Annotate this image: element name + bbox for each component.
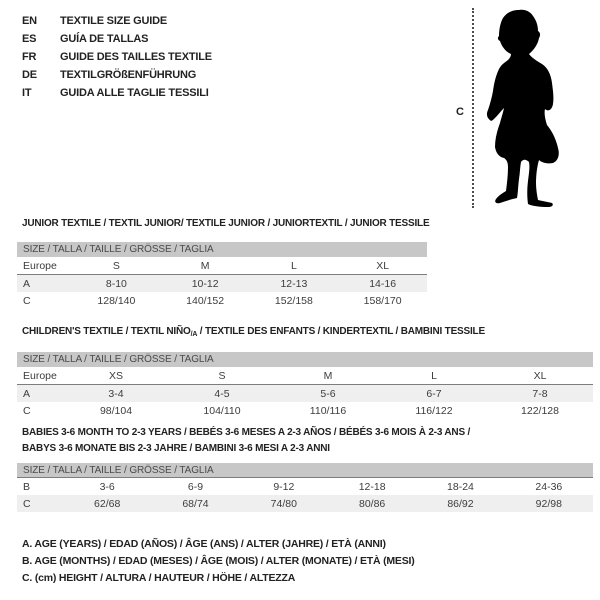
height-measure-label: C bbox=[456, 106, 464, 118]
title-subscript: /A bbox=[190, 331, 198, 338]
cell-value: 92/98 bbox=[535, 497, 562, 510]
size-bar-children: SIZE / TALLA / TAILLE / GRÖSSE / TAGLIA bbox=[17, 352, 593, 367]
cell-value: 116/122 bbox=[415, 404, 453, 417]
size-bar-junior: SIZE / TALLA / TAILLE / GRÖSSE / TAGLIA bbox=[17, 242, 427, 257]
row-label: A bbox=[23, 277, 31, 290]
col-header-size: M bbox=[323, 369, 333, 382]
children-size-table bbox=[17, 352, 593, 419]
cell-value: 80/86 bbox=[359, 497, 386, 510]
col-header-size: XS bbox=[108, 369, 123, 382]
table-header-row bbox=[17, 367, 593, 385]
legend-height-cm: C. (cm) HEIGHT / ALTURA / HAUTEUR / HÖHE / ALTEZZA bbox=[22, 572, 296, 584]
cell-value: 8-10 bbox=[105, 277, 127, 290]
table-row-months bbox=[17, 478, 593, 495]
section-title-children bbox=[22, 324, 485, 343]
lang-code-en: EN bbox=[22, 15, 37, 27]
cell-value: 5-6 bbox=[320, 387, 336, 400]
title-text: / TEXTILE DES ENFANTS / KINDERTEXTIL / BAMBINI TESSILE bbox=[197, 326, 485, 337]
lang-title-it: GUIDA ALLE TAGLIE TESSILI bbox=[60, 87, 209, 99]
lang-row-de bbox=[22, 66, 212, 84]
lang-code-fr: FR bbox=[22, 51, 37, 63]
cell-value: 86/92 bbox=[447, 497, 474, 510]
col-header-size: S bbox=[218, 369, 226, 382]
table-row-height bbox=[17, 402, 593, 419]
table-row-height bbox=[17, 495, 593, 512]
row-label: C bbox=[23, 497, 31, 510]
toddler-silhouette-icon bbox=[482, 7, 574, 209]
size-bar-babies: SIZE / TALLA / TAILLE / GRÖSSE / TAGLIA bbox=[17, 463, 593, 478]
table-row-age bbox=[17, 275, 427, 293]
lang-title-fr: GUIDE DES TAILLES TEXTILE bbox=[60, 51, 212, 63]
babies-size-table bbox=[17, 463, 593, 512]
language-title-block bbox=[22, 12, 212, 102]
cell-value: 9-12 bbox=[273, 480, 295, 493]
col-header-region: Europe bbox=[23, 259, 57, 272]
cell-value: 12-18 bbox=[358, 480, 386, 493]
lang-title-es: GUÍA DE TALLAS bbox=[60, 33, 149, 45]
table-header-row bbox=[17, 257, 427, 275]
lang-code-it: IT bbox=[22, 87, 32, 99]
cell-value: 158/170 bbox=[363, 294, 402, 307]
lang-row-en bbox=[22, 12, 212, 30]
cell-value: 7-8 bbox=[532, 387, 548, 400]
height-dotted-line bbox=[472, 8, 474, 208]
row-label: B bbox=[23, 480, 31, 493]
cell-value: 68/74 bbox=[182, 497, 209, 510]
cell-value: 74/80 bbox=[270, 497, 297, 510]
section-title-junior: JUNIOR TEXTILE / TEXTIL JUNIOR/ TEXTILE JUNIOR / JUNIORTEXTIL / JUNIOR TESSILE bbox=[22, 218, 430, 229]
col-header-size: L bbox=[431, 369, 437, 382]
cell-value: 6-7 bbox=[426, 387, 442, 400]
lang-title-en: TEXTILE SIZE GUIDE bbox=[60, 15, 168, 27]
col-header-region: Europe bbox=[23, 369, 57, 382]
row-label: C bbox=[23, 294, 31, 307]
cell-value: 6-9 bbox=[187, 480, 204, 493]
row-label: C bbox=[23, 404, 31, 417]
cell-value: 140/152 bbox=[186, 294, 225, 307]
measurement-legend bbox=[22, 536, 415, 587]
cell-value: 24-36 bbox=[535, 480, 563, 493]
col-header-size: M bbox=[200, 259, 210, 272]
title-text: CHILDREN'S TEXTILE / TEXTIL NIÑO bbox=[22, 326, 191, 337]
cell-value: 128/140 bbox=[97, 294, 136, 307]
cell-value: 12-13 bbox=[280, 277, 308, 290]
junior-size-table bbox=[17, 242, 427, 309]
lang-row-it bbox=[22, 84, 212, 102]
lang-code-de: DE bbox=[22, 69, 37, 81]
col-header-size: L bbox=[290, 259, 297, 272]
cell-value: 18-24 bbox=[447, 480, 474, 493]
cell-value: 104/110 bbox=[203, 404, 241, 417]
cell-value: 4-5 bbox=[214, 387, 230, 400]
title-line-2: BABYS 3-6 MONATE BIS 2-3 JAHRE / BAMBINI 3-6 MESI A 2-3 ANNI bbox=[22, 443, 330, 454]
lang-title-de: TEXTILGRÖßENFÜHRUNG bbox=[60, 69, 197, 81]
table-row-height bbox=[17, 292, 427, 309]
legend-age-years: A. AGE (YEARS) / EDAD (AÑOS) / ÂGE (ANS) / ALTER (JAHRE) / ETÀ (ANNI) bbox=[22, 538, 386, 550]
cell-value: 10-12 bbox=[191, 277, 219, 290]
table-row-age bbox=[17, 385, 593, 403]
lang-code-es: ES bbox=[22, 33, 37, 45]
col-header-size: XL bbox=[376, 259, 390, 272]
cell-value: 122/128 bbox=[521, 404, 559, 417]
section-title-babies bbox=[22, 425, 470, 457]
col-header-size: S bbox=[112, 259, 120, 272]
row-label: A bbox=[23, 387, 31, 400]
col-header-size: XL bbox=[533, 369, 547, 382]
cell-value: 98/104 bbox=[99, 404, 133, 417]
cell-value: 62/68 bbox=[94, 497, 121, 510]
cell-value: 3-4 bbox=[108, 387, 124, 400]
cell-value: 152/158 bbox=[274, 294, 313, 307]
cell-value: 14-16 bbox=[369, 277, 397, 290]
legend-age-months: B. AGE (MONTHS) / EDAD (MESES) / ÂGE (MOIS) / ALTER (MONATE) / ETÀ (MESI) bbox=[22, 555, 415, 567]
cell-value: 3-6 bbox=[99, 480, 115, 493]
title-line-1: BABIES 3-6 MONTH TO 2-3 YEARS / BEBÉS 3-6 MESES A 2-3 AÑOS / BÉBÉS 3-6 MOIS À 2-3 ANS / bbox=[22, 427, 471, 438]
lang-row-es bbox=[22, 30, 212, 48]
lang-row-fr bbox=[22, 48, 212, 66]
cell-value: 110/116 bbox=[309, 404, 347, 417]
